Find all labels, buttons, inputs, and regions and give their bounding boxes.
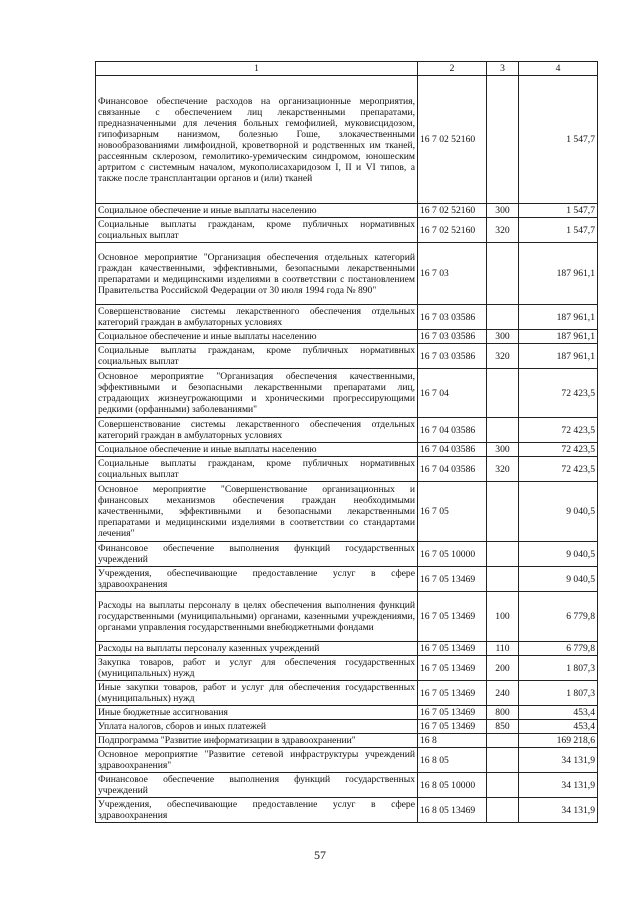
- table-row: [96, 76, 598, 204]
- table-row: [96, 418, 598, 443]
- row-amount: 453,4: [519, 720, 598, 734]
- row-expense-kind: [487, 567, 519, 592]
- table-row: [96, 204, 598, 218]
- row-amount: 72 423,5: [519, 418, 598, 443]
- row-expense-kind: [487, 542, 519, 567]
- row-description: Учреждения, обеспечивающие предоставление услуг в сфере здравоохранения: [96, 798, 418, 823]
- table-row: [96, 567, 598, 592]
- row-expense-kind: 800: [487, 706, 519, 720]
- row-target-code: 16 7 03 03586: [418, 330, 487, 344]
- row-amount: 187 961,1: [519, 243, 598, 305]
- row-amount: 169 218,6: [519, 734, 598, 748]
- column-header-4: 4: [519, 62, 598, 76]
- row-target-code: 16 8 05 13469: [418, 798, 487, 823]
- table-header-row: [96, 62, 598, 76]
- row-target-code: 16 7 05 13469: [418, 720, 487, 734]
- row-amount: 1 807,3: [519, 681, 598, 706]
- row-target-code: 16 8 05 10000: [418, 773, 487, 798]
- page-number: 57: [314, 848, 326, 862]
- row-target-code: 16 7 03 03586: [418, 305, 487, 330]
- row-description: Учреждения, обеспечивающие предоставление услуг в сфере здравоохранения: [96, 567, 418, 592]
- row-expense-kind: 320: [487, 218, 519, 243]
- table-row: [96, 457, 598, 482]
- row-expense-kind: 240: [487, 681, 519, 706]
- row-target-code: 16 8: [418, 734, 487, 748]
- row-description: Основное мероприятие "Организация обеспечения отдельных категорий граждан качественными, эффективными, безопасными лекарственными препаратами и медицинскими изделиями в соответствии с постановлением Правительства Российской Федерации от 30 июля 1994 года № 890": [96, 243, 418, 305]
- row-amount: 34 131,9: [519, 773, 598, 798]
- row-target-code: 16 8 05: [418, 748, 487, 773]
- row-description: Совершенствование системы лекарственного обеспечения отдельных категорий граждан в амбулаторных условиях: [96, 305, 418, 330]
- row-target-code: 16 7 05 13469: [418, 681, 487, 706]
- row-expense-kind: [487, 76, 519, 204]
- table-row: [96, 592, 598, 642]
- row-amount: 72 423,5: [519, 443, 598, 457]
- column-header-1: 1: [96, 62, 418, 76]
- row-target-code: 16 7 05 13469: [418, 592, 487, 642]
- row-amount: 6 779,8: [519, 592, 598, 642]
- table-row: [96, 681, 598, 706]
- row-expense-kind: 300: [487, 204, 519, 218]
- row-target-code: 16 7 05 13469: [418, 567, 487, 592]
- row-target-code: 16 7 05 13469: [418, 706, 487, 720]
- table-row: [96, 542, 598, 567]
- table-row: [96, 656, 598, 681]
- row-expense-kind: [487, 418, 519, 443]
- row-description: Финансовое обеспечение выполнения функций государственных учреждений: [96, 542, 418, 567]
- table-row: [96, 642, 598, 656]
- table-row: [96, 218, 598, 243]
- table-row: [96, 330, 598, 344]
- row-target-code: 16 7 03: [418, 243, 487, 305]
- row-description: Социальное обеспечение и иные выплаты населению: [96, 443, 418, 457]
- row-amount: 1 807,3: [519, 656, 598, 681]
- row-amount: 34 131,9: [519, 748, 598, 773]
- row-amount: 9 040,5: [519, 542, 598, 567]
- row-amount: 9 040,5: [519, 567, 598, 592]
- table-row: [96, 344, 598, 369]
- row-description: Подпрограмма "Развитие информатизации в здравоохранении": [96, 734, 418, 748]
- row-target-code: 16 7 04: [418, 369, 487, 418]
- row-amount: 9 040,5: [519, 482, 598, 542]
- row-target-code: 16 7 04 03586: [418, 457, 487, 482]
- row-description: Социальное обеспечение и иные выплаты населению: [96, 330, 418, 344]
- table-row: [96, 706, 598, 720]
- row-description: Социальное обеспечение и иные выплаты населению: [96, 204, 418, 218]
- row-description: Закупка товаров, работ и услуг для обеспечения государственных (муниципальных) нужд: [96, 656, 418, 681]
- table-body: [96, 76, 598, 823]
- row-amount: 187 961,1: [519, 344, 598, 369]
- row-description: Иные бюджетные ассигнования: [96, 706, 418, 720]
- row-target-code: 16 7 05 13469: [418, 656, 487, 681]
- row-expense-kind: [487, 798, 519, 823]
- row-description: Иные закупки товаров, работ и услуг для обеспечения государственных (муниципальных) нужд: [96, 681, 418, 706]
- row-description: Уплата налогов, сборов и иных платежей: [96, 720, 418, 734]
- row-target-code: 16 7 02 52160: [418, 76, 487, 204]
- row-amount: 1 547,7: [519, 204, 598, 218]
- table-row: [96, 720, 598, 734]
- row-expense-kind: 320: [487, 344, 519, 369]
- row-description: Финансовое обеспечение расходов на организационные мероприятия, связанные с обеспечением лиц лекарственными препаратами, предназначенными для лечения больных гемофилией, муковисцидозом, гипофизарным нанизмом, болезнью Гоше, злокачественными новообразованиями лимфоидной, кроветворной и родственных им тканей, рассеянным склерозом, гемолитико-уремическим синдромом, юношеским артритом с системным началом, мукополисахаридозом I, II и VI типов, а также после трансплантации органов и (или) тканей: [96, 76, 418, 204]
- row-expense-kind: 200: [487, 656, 519, 681]
- row-description: Основное мероприятие "Развитие сетевой инфраструктуры учреждений здравоохранения": [96, 748, 418, 773]
- row-description: Социальные выплаты гражданам, кроме публичных нормативных социальных выплат: [96, 344, 418, 369]
- table-row: [96, 482, 598, 542]
- budget-table: [95, 61, 598, 823]
- row-amount: 187 961,1: [519, 305, 598, 330]
- table-row: [96, 305, 598, 330]
- row-amount: 453,4: [519, 706, 598, 720]
- row-amount: 72 423,5: [519, 457, 598, 482]
- row-description: Совершенствование системы лекарственного обеспечения отдельных категорий граждан в амбулаторных условиях: [96, 418, 418, 443]
- row-expense-kind: 100: [487, 592, 519, 642]
- row-expense-kind: 110: [487, 642, 519, 656]
- row-target-code: 16 7 05: [418, 482, 487, 542]
- row-target-code: 16 7 04 03586: [418, 418, 487, 443]
- row-expense-kind: 300: [487, 330, 519, 344]
- column-header-2: 2: [418, 62, 487, 76]
- row-target-code: 16 7 02 52160: [418, 204, 487, 218]
- row-amount: 34 131,9: [519, 798, 598, 823]
- row-description: Социальные выплаты гражданам, кроме публичных нормативных социальных выплат: [96, 218, 418, 243]
- row-expense-kind: 300: [487, 443, 519, 457]
- table-row: [96, 443, 598, 457]
- row-expense-kind: [487, 243, 519, 305]
- row-amount: 1 547,7: [519, 76, 598, 204]
- row-target-code: 16 7 03 03586: [418, 344, 487, 369]
- column-header-3: 3: [487, 62, 519, 76]
- row-target-code: 16 7 05 10000: [418, 542, 487, 567]
- row-amount: 187 961,1: [519, 330, 598, 344]
- row-expense-kind: [487, 305, 519, 330]
- row-expense-kind: 320: [487, 457, 519, 482]
- row-target-code: 16 7 02 52160: [418, 218, 487, 243]
- table-row: [96, 734, 598, 748]
- row-description: Основное мероприятие "Совершенствование организационных и финансовых механизмов обеспечения граждан необходимыми качественными, эффективными и безопасными лекарственными препаратами и медицинскими изделиями в соответствии со стандартами лечения": [96, 482, 418, 542]
- row-expense-kind: 850: [487, 720, 519, 734]
- row-description: Расходы на выплаты персоналу казенных учреждений: [96, 642, 418, 656]
- row-description: Основное мероприятие "Организация обеспечения качественными, эффективными и безопасными лекарственными препаратами лиц, страдающих жизнеугрожающими и хроническими прогрессирующими редкими (орфанными) заболеваниями": [96, 369, 418, 418]
- row-expense-kind: [487, 734, 519, 748]
- row-expense-kind: [487, 482, 519, 542]
- row-target-code: 16 7 04 03586: [418, 443, 487, 457]
- table-row: [96, 369, 598, 418]
- table-row: [96, 748, 598, 773]
- row-amount: 6 779,8: [519, 642, 598, 656]
- row-description: Финансовое обеспечение выполнения функций государственных учреждений: [96, 773, 418, 798]
- row-expense-kind: [487, 773, 519, 798]
- table-row: [96, 798, 598, 823]
- row-description: Социальные выплаты гражданам, кроме публичных нормативных социальных выплат: [96, 457, 418, 482]
- table-row: [96, 243, 598, 305]
- row-amount: 1 547,7: [519, 218, 598, 243]
- table-row: [96, 773, 598, 798]
- row-expense-kind: [487, 748, 519, 773]
- row-expense-kind: [487, 369, 519, 418]
- row-amount: 72 423,5: [519, 369, 598, 418]
- row-description: Расходы на выплаты персоналу в целях обеспечения выполнения функций государственными (муниципальными) органами, казенными учреждениями, органами управления государственными внебюджетными фондами: [96, 592, 418, 642]
- row-target-code: 16 7 05 13469: [418, 642, 487, 656]
